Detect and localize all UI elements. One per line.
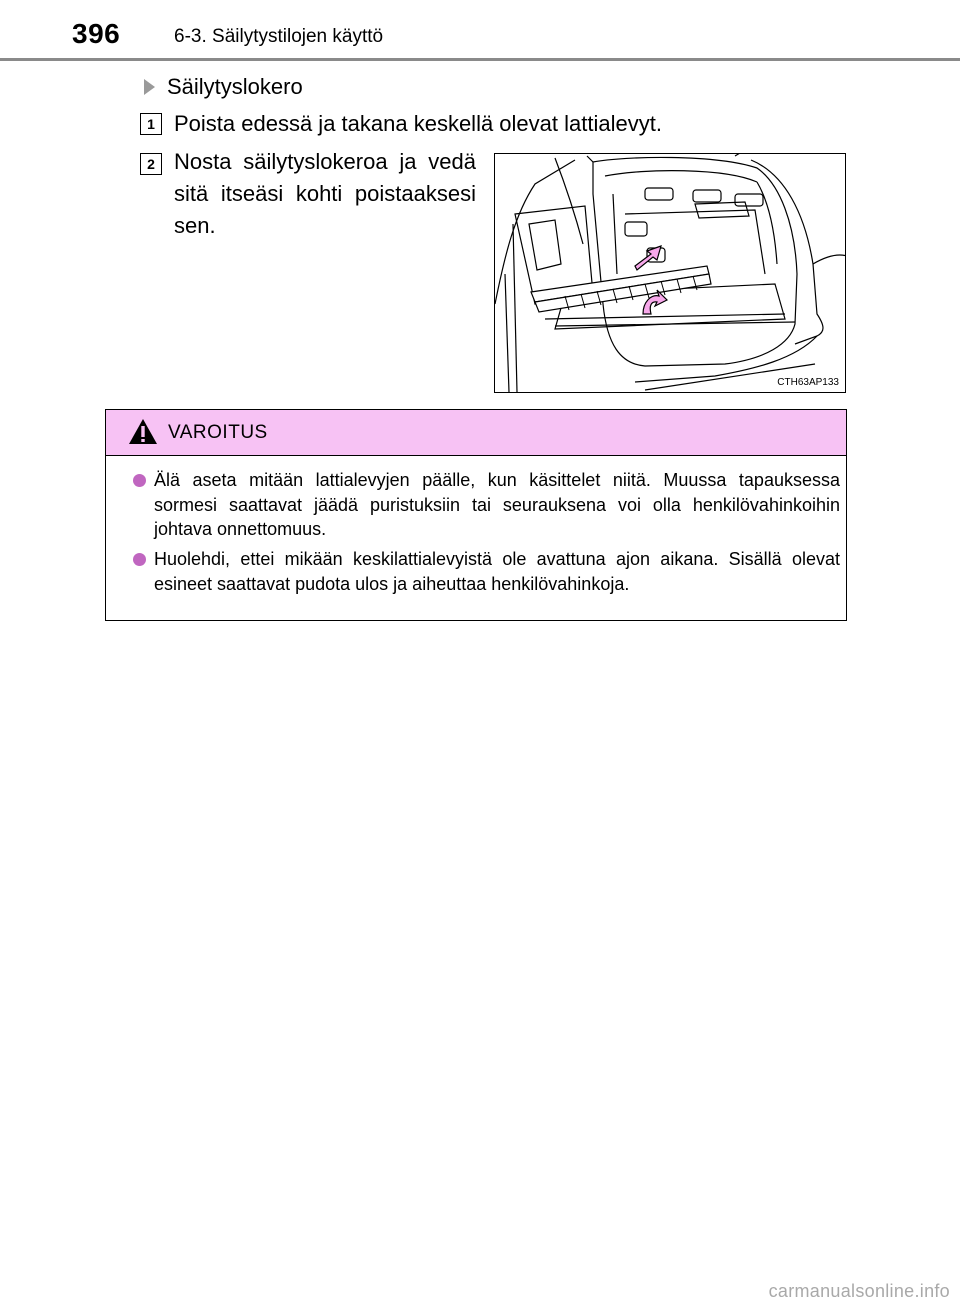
subsection-heading: [144, 74, 303, 100]
warning-item-text: Älä aseta mitään lattialevyjen päälle, kun käsittelet niitä. Muussa tapauksessa sormesi saattavat jäädä puristuksiin tai seurauksena voi olla henkilövahinkoihin johtava onnettomuus.: [154, 470, 840, 539]
trunk-illustration-drawing: [495, 154, 846, 393]
step-number-2: 2: [140, 153, 162, 175]
warning-item-text: Huolehdi, ettei mikään keskilattialevyistä ole avattuna ajon aikana. Sisällä olevat esineet saattavat pudota ulos ja aiheuttaa henkilövahinkoja.: [154, 549, 840, 594]
warning-item: [134, 547, 840, 596]
step-2-text: Nosta säilytyslokeroa ja vedä sitä itseäsi kohti poistaaksesi sen.: [174, 149, 476, 238]
warning-title: VAROITUS: [168, 422, 268, 443]
warning-triangle-icon: [128, 418, 158, 445]
illustration-trunk-storage: [494, 153, 846, 393]
section-title: 6-3. Säilytystilojen käyttö: [174, 26, 384, 47]
page-header: [0, 0, 960, 62]
header-divider: [0, 58, 960, 61]
subsection-heading-text: Säilytyslokero: [167, 74, 303, 99]
watermark: carmanualsonline.info: [768, 1281, 950, 1301]
warning-box: [105, 409, 847, 621]
warning-header: [106, 410, 846, 456]
step-number-1: 1: [140, 113, 162, 135]
bullet-icon: [133, 553, 146, 566]
page-number: 396: [72, 18, 121, 49]
triangle-right-icon: [144, 79, 155, 95]
warning-item: [134, 468, 840, 542]
step-1-text: Poista edessä ja takana keskellä olevat lattialevyt.: [174, 111, 662, 136]
bullet-icon: [133, 474, 146, 487]
figure-code: CTH63AP133: [777, 377, 839, 388]
